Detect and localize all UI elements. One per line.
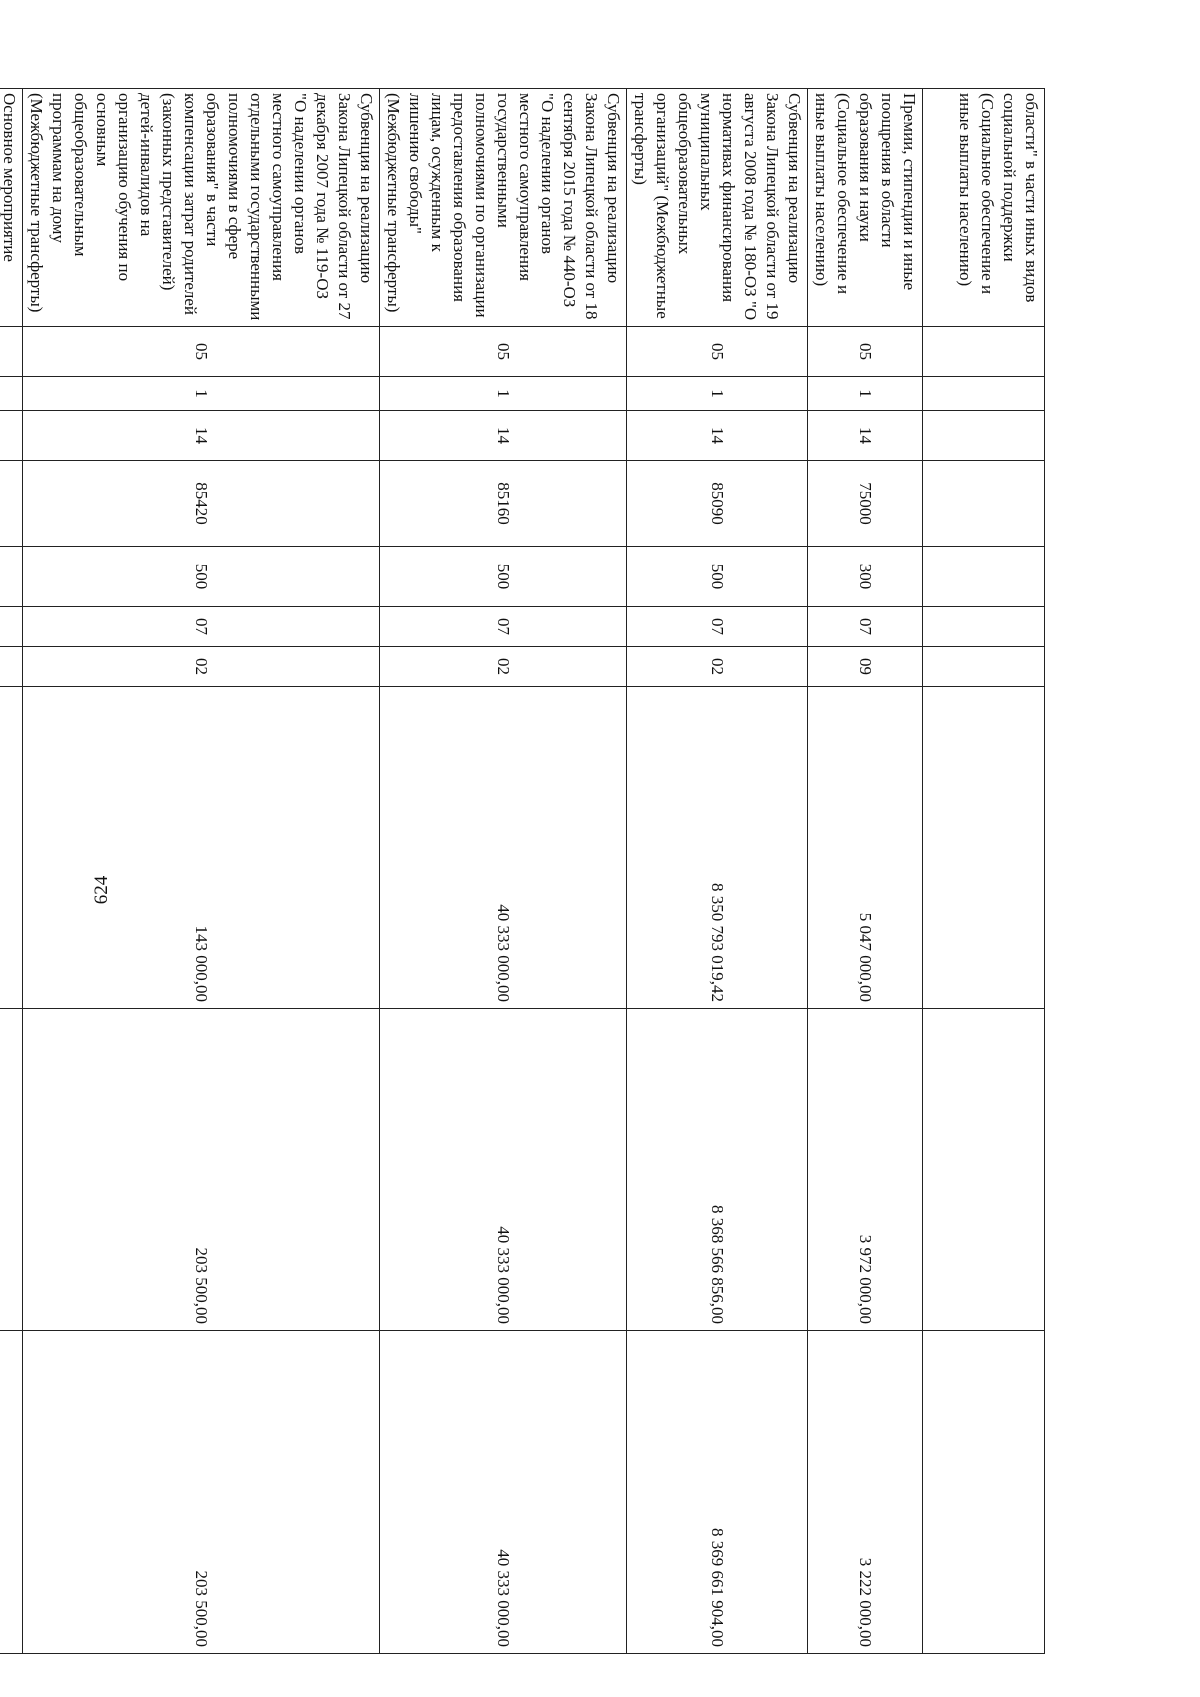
table-row (627, 89, 808, 1654)
row-description: Основное мероприятие (0, 89, 23, 327)
amount-year-1 (923, 687, 1045, 1009)
event-code: 14 (380, 411, 627, 461)
table-row (23, 89, 380, 1654)
table-row (0, 89, 23, 1654)
event-code: 14 (23, 411, 380, 461)
program-code: 05 (380, 327, 627, 377)
amount-year-1: 5 047 000,00 (808, 687, 923, 1009)
direction-code (923, 461, 1045, 547)
subprogram-code: 1 (23, 377, 380, 411)
direction-code (0, 461, 23, 547)
section-code (0, 607, 23, 647)
amount-year-3: 203 500,00 (23, 1331, 380, 1654)
event-code: 14 (627, 411, 808, 461)
row-description: Субвенция на реализацию Закона Липецкой области от 19 августа 2008 года № 180-ОЗ "О нормативах финансирования муниципальных общеобразовательных организаций" (Межбюджетные трансферты) (627, 89, 808, 327)
amount-year-1: 40 333 000,00 (380, 687, 627, 1009)
direction-code: 75000 (808, 461, 923, 547)
row-description: Субвенция на реализацию Закона Липецкой области от 18 сентября 2015 года № 440-ОЗ "О наделении органов местного самоуправления государственными полномочиями по организации предоставления образования лицам, осужденным к лишению свободы" (Межбюджетные трансферты) (380, 89, 627, 327)
expense-type-code: 500 (23, 547, 380, 607)
amount-year-3 (923, 1331, 1045, 1654)
program-code: 05 (808, 327, 923, 377)
table-row (923, 89, 1045, 1654)
amount-year-2: 3 972 000,00 (808, 1009, 923, 1331)
section-code: 07 (23, 607, 380, 647)
section-code (923, 607, 1045, 647)
section-code: 07 (380, 607, 627, 647)
amount-year-1: 8 350 793 019,42 (627, 687, 808, 1009)
amount-year-3 (0, 1331, 23, 1654)
program-code: 05 (23, 327, 380, 377)
subprogram-code (0, 377, 23, 411)
amount-year-1 (0, 687, 23, 1009)
event-code (0, 411, 23, 461)
amount-year-2: 40 333 000,00 (380, 1009, 627, 1331)
event-code: 14 (808, 411, 923, 461)
expense-type-code (0, 547, 23, 607)
subprogram-code: 1 (627, 377, 808, 411)
section-code: 07 (808, 607, 923, 647)
section-code: 07 (627, 607, 808, 647)
page-number: 624 (91, 875, 112, 905)
event-code (923, 411, 1045, 461)
program-code (0, 327, 23, 377)
amount-year-2: 8 368 566 856,00 (627, 1009, 808, 1331)
expense-type-code: 300 (808, 547, 923, 607)
direction-code: 85420 (23, 461, 380, 547)
subprogram-code (923, 377, 1045, 411)
amount-year-2 (0, 1009, 23, 1331)
subprogram-code: 1 (380, 377, 627, 411)
amount-year-1: 143 000,00 (23, 687, 380, 1009)
row-description: Премии, стипендии и иные поощрения в области образования и науки (Социальное обеспечение и иные выплаты населению) (808, 89, 923, 327)
budget-table (0, 88, 1045, 1654)
amount-year-2 (923, 1009, 1045, 1331)
expense-type-code (923, 547, 1045, 607)
expense-type-code: 500 (380, 547, 627, 607)
subsection-code: 02 (627, 647, 808, 687)
row-description: области" в части иных видов социальной поддержки (Социальное обеспечение и иные выплаты населению) (923, 89, 1045, 327)
expense-type-code: 500 (627, 547, 808, 607)
subsection-code (0, 647, 23, 687)
subsection-code: 02 (380, 647, 627, 687)
amount-year-3: 3 222 000,00 (808, 1331, 923, 1654)
subsection-code (923, 647, 1045, 687)
subprogram-code: 1 (808, 377, 923, 411)
amount-year-3: 8 369 661 904,00 (627, 1331, 808, 1654)
row-description: Субвенция на реализацию Закона Липецкой области от 27 декабря 2007 года № 119-ОЗ "О наделении органов местного самоуправления отдельными государственными полномочиями в сфере образования" в части компенсации затрат родителей (законных представителей) детей-инвалидов на организацию обучения по основным общеобразовательным программам на дому (Межбюджетные трансферты) (23, 89, 380, 327)
direction-code: 85160 (380, 461, 627, 547)
program-code (923, 327, 1045, 377)
amount-year-3: 40 333 000,00 (380, 1331, 627, 1654)
table-row (808, 89, 923, 1654)
subsection-code: 02 (23, 647, 380, 687)
program-code: 05 (627, 327, 808, 377)
subsection-code: 09 (808, 647, 923, 687)
amount-year-2: 203 500,00 (23, 1009, 380, 1331)
direction-code: 85090 (627, 461, 808, 547)
table-row (380, 89, 627, 1654)
